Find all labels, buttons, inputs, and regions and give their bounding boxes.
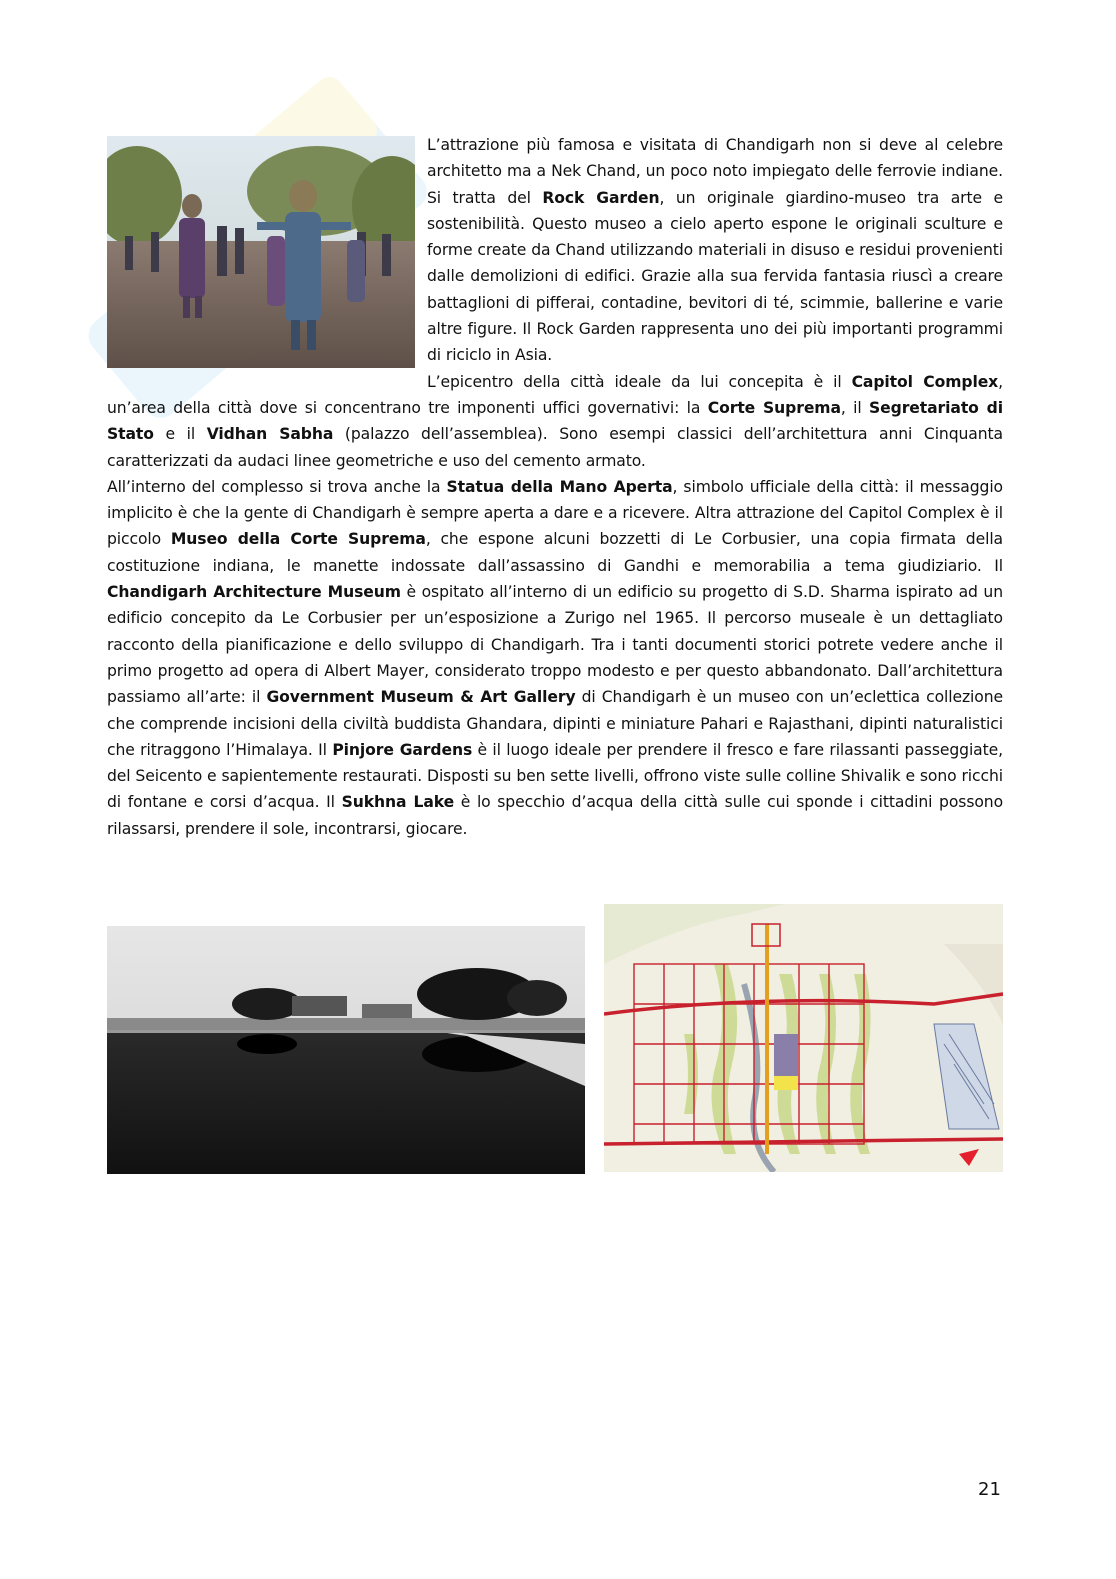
text-run: , un originale giardino-museo tra arte e sostenibilità. Questo museo a cielo aperto espone le originali sculture e forme create da Chand utilizzando materiali in disuso e residui provenienti dalle demolizioni di edifici. Grazie alla sua fervida fantasia riuscì a creare battaglioni di pifferai, contadine, bevitori di té, scimmie, ballerine e varie altre figure. Il Rock Garden rappresenta uno dei più importanti programmi di riciclo in Asia. [427,188,1003,365]
text-run: L’attrazione più famosa e visitata di Chandigarh non si deve al celebre architetto ma a Nek Chand, un poco noto impiegato delle ferrovie indiane. Si tratta del [427,136,1003,207]
bold-corte-suprema: Corte Suprema [707,398,841,417]
text-run: , un’area della città dove si concentrano tre imponenti uffici governativi: la [107,372,1003,417]
paragraph-museums [107,474,1003,842]
city-plan-map [604,904,1003,1172]
bottom-figures [107,904,1003,1174]
text-run: e il [153,425,207,444]
plan-image [604,904,1003,1172]
bold-statua-mano-aperta: Statua della Mano Aperta [446,477,673,496]
bold-architecture-museum: Chandigarh Architecture Museum [107,583,401,602]
lake-photo [107,926,585,1174]
page-number: 21 [978,1479,1001,1500]
bold-rock-garden: Rock Garden [542,188,660,207]
bold-museo-corte-suprema: Museo della Corte Suprema [170,530,426,549]
text-run: L’epicentro della città ideale da lui concepita è il [427,372,852,391]
bold-segretariato: Segretariato di Stato [107,398,1003,444]
rock-garden-photo [107,136,415,368]
text-run: All’interno del complesso si trova anche la [107,477,447,496]
text-run: , simbolo ufficiale della città: il messaggio implicito è che la gente di Chandigarh è sempre aperta a dare e a ricevere. Altra attrazione del Capitol Complex è il piccolo [107,477,1003,549]
article-body [107,132,1003,842]
text-run: , il [840,398,870,417]
text-run: (palazzo dell’assemblea). Sono esempi classici dell’architettura anni Cinquanta caratterizzati da audaci linee geometriche e uso del cemento armato. [107,425,1004,470]
bold-government-museum: Government Museum & Art Gallery [266,688,576,707]
bold-pinjore-gardens: Pinjore Gardens [332,740,473,759]
bold-sukhna-lake: Sukhna Lake [341,793,455,812]
rock-garden-image [107,136,415,368]
text-run: è ospitato all’interno di un edificio su progetto di S.D. Sharma ispirato ad un edificio concepito da Le Corbusier per un’esposizione a Zurigo nel 1965. Il percorso museale è un dettagliato racconto della pianificazione e dello sviluppo di Chandigarh. Tra i tanti documenti storici potrete vedere anche il primo progetto ad opera di Albert Mayer, considerato troppo modesto e per questo abbandonato. Dall’architettura passiamo all’arte: il [107,583,1003,707]
text-run: , che espone alcuni bozzetti di Le Corbusier, una copia firmata della costituzione indiana, le manette indossate dall’assassino di Gandhi e memorabilia a tema giudiziario. Il [107,530,1004,575]
text-run: di Chandigarh è un museo con un’eclettica collezione che comprende incisioni della civiltà buddista Ghandara, dipinti e miniature Pahari e Rajasthani, dipinti naturalistici che ritraggono l’Himalaya. Il [107,688,1004,759]
lake-image [107,926,585,1174]
text-run: è il luogo ideale per prendere il fresco e fare rilassanti passeggiate, del Seicento e sapientemente restaurati. Disposti su ben sette livelli, offrono viste sulle colline Shivalik e sono ricchi di fontane e corsi d’acqua. Il [107,740,1003,812]
bold-capitol-complex: Capitol Complex [851,372,999,391]
text-run: è lo specchio d’acqua della città sulle cui sponde i cittadini possono rilassarsi, prendere il sole, incontrarsi, giocare. [107,793,1004,838]
bold-vidhan-sabha: Vidhan Sabha [206,425,334,444]
paragraph-capitol-complex [107,369,1003,474]
